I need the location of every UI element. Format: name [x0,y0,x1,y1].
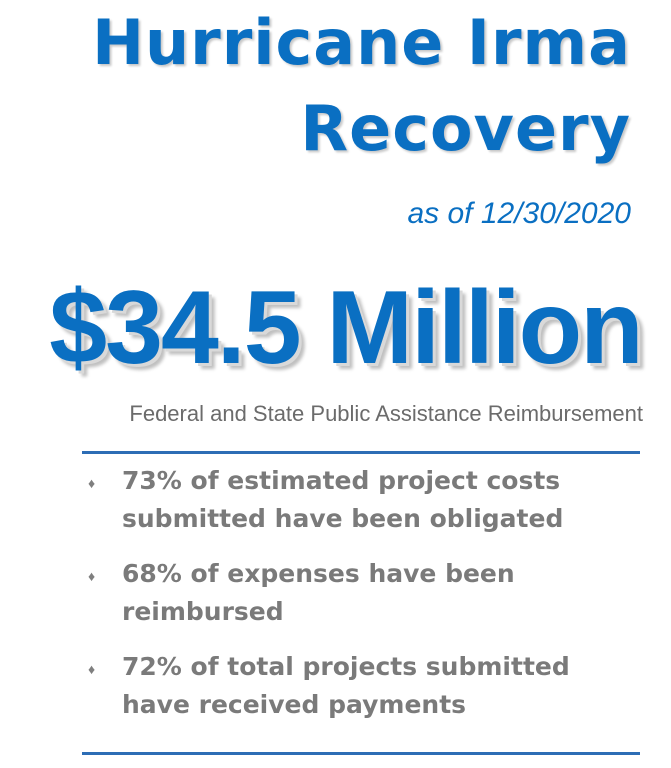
diamond-bullet-icon: ♦ [88,661,96,677]
diamond-bullet-icon: ♦ [88,568,96,584]
amount-subtitle: Federal and State Public Assistance Reimbursement [129,401,643,426]
list-item [82,648,642,724]
divider-top [82,451,640,454]
diamond-bullet-icon: ♦ [88,475,96,491]
headline-amount: $34.5 Million [49,270,642,386]
as-of-date: as of 12/30/2020 [407,197,631,230]
list-item-text: 72% of total projects submitted have received payments [122,652,570,719]
statistics-list [82,462,642,741]
list-item [82,555,642,631]
list-item-text: 73% of estimated project costs submitted have been obligated [122,466,564,533]
title-line-2: Recovery [300,92,631,165]
list-item [82,462,642,538]
title-line-1: Hurricane Irma [92,6,631,79]
list-item-text: 68% of expenses have been reimbursed [122,559,515,626]
divider-bottom [82,752,640,755]
